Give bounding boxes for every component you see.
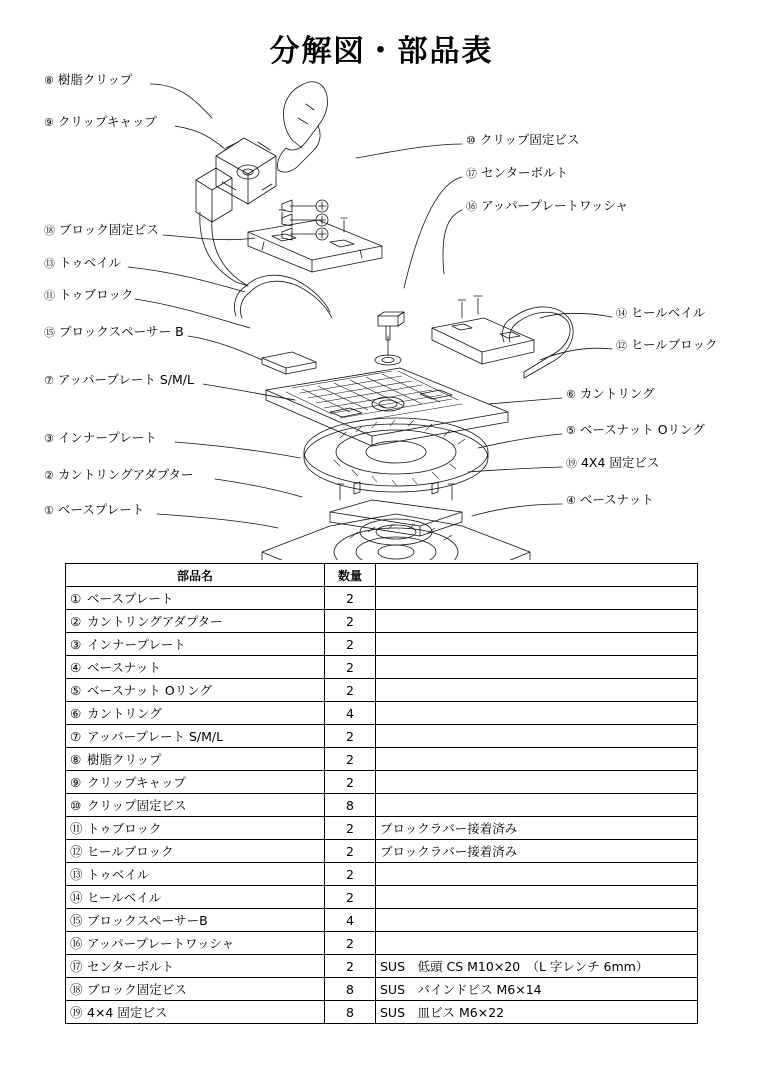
row-note: [376, 679, 698, 702]
diagram-label: ④ ベースナット: [566, 492, 654, 507]
row-part-name: ベースナット Oリング: [87, 683, 212, 698]
table-row: [66, 656, 698, 679]
row-part-name: 4×4 固定ビス: [87, 1005, 168, 1020]
table-row: [66, 978, 698, 1001]
row-number: ⑮: [70, 913, 83, 928]
table-row: [66, 932, 698, 955]
row-number: ⑬: [70, 867, 83, 882]
diagram-label: ② カントリングアダプター: [44, 467, 194, 482]
row-number: ⑪: [70, 821, 83, 836]
diagram-label: ⑥ カントリング: [566, 386, 655, 401]
row-part-name: ベースプレート: [87, 591, 174, 606]
row-quantity: 2: [325, 633, 376, 656]
row-part-name: アッパープレート S/M/L: [87, 729, 224, 744]
row-part-name: 樹脂クリップ: [87, 752, 162, 767]
row-quantity: 2: [325, 840, 376, 863]
row-number: ②: [70, 614, 82, 629]
row-note: [376, 610, 698, 633]
row-note: SUS バインドビス M6×14: [376, 978, 698, 1001]
row-quantity: 8: [325, 978, 376, 1001]
diagram-label: ⑤ ベースナット Oリング: [566, 422, 705, 437]
diagram-label: ⑬ トゥベイル: [44, 255, 122, 270]
parts-table: [65, 563, 698, 1024]
row-quantity: 8: [325, 794, 376, 817]
table-header-row: [66, 564, 698, 587]
table-row: [66, 587, 698, 610]
row-number: ⑧: [70, 752, 82, 767]
row-note: [376, 702, 698, 725]
parts-table-wrapper: [65, 563, 698, 1024]
row-quantity: 2: [325, 955, 376, 978]
row-quantity: 2: [325, 771, 376, 794]
table-row: [66, 863, 698, 886]
row-quantity: 2: [325, 656, 376, 679]
table-row: [66, 633, 698, 656]
row-number: ⑩: [70, 798, 82, 813]
page-title: 分解図・部品表: [269, 34, 494, 69]
row-note: [376, 886, 698, 909]
table-row: [66, 1001, 698, 1024]
table-row: [66, 840, 698, 863]
row-note: [376, 656, 698, 679]
row-quantity: 8: [325, 1001, 376, 1024]
row-part-name: ブロックスペーサーB: [87, 913, 208, 928]
row-quantity: 2: [325, 725, 376, 748]
row-number: ⑱: [70, 982, 83, 997]
exploded-diagram: [0, 60, 763, 560]
diagram-label: ⑪ トゥブロック: [44, 287, 134, 302]
table-row: [66, 702, 698, 725]
row-note: SUS 皿ビス M6×22: [376, 1001, 698, 1024]
row-note: SUS 低頭 CS M10×20 （L 字レンチ 6mm）: [376, 955, 698, 978]
diagram-label: ⑭ ヒールベイル: [616, 305, 706, 320]
row-quantity: 4: [325, 909, 376, 932]
row-note: [376, 587, 698, 610]
diagram-label: ⑯ アッパープレートワッシャ: [466, 198, 629, 213]
row-number: ⑥: [70, 706, 82, 721]
row-quantity: 2: [325, 932, 376, 955]
row-part-name: カントリング: [87, 706, 162, 721]
diagram-label: ⑱ ブロック固定ビス: [44, 222, 159, 237]
row-number: ⑯: [70, 936, 83, 951]
row-note: [376, 771, 698, 794]
row-part-name: インナープレート: [87, 637, 186, 652]
row-number: ⑲: [70, 1005, 83, 1020]
row-number: ①: [70, 591, 82, 606]
header-quantity: 数量: [325, 564, 376, 587]
row-part-name: ブロック固定ビス: [87, 982, 187, 997]
diagram-label: ① ベースプレート: [44, 502, 145, 517]
row-part-name: クリップ固定ビス: [87, 798, 187, 813]
row-number: ⑨: [70, 775, 82, 790]
row-note: ブロックラバー接着済み: [376, 817, 698, 840]
diagram-label: ⑰ センターボルト: [466, 165, 568, 180]
row-number: ⑤: [70, 683, 82, 698]
diagram-label: ③ インナープレート: [44, 430, 157, 445]
diagram-label: ⑫ ヒールブロック: [616, 337, 718, 352]
table-row: [66, 725, 698, 748]
table-row: [66, 817, 698, 840]
row-quantity: 2: [325, 748, 376, 771]
row-part-name: ヒールベイル: [87, 890, 162, 905]
diagram-label: ⑦ アッパープレート S/M/L: [44, 372, 194, 387]
table-row: [66, 794, 698, 817]
diagram-label: ⑨ クリップキャップ: [44, 114, 157, 129]
row-part-name: アッパープレートワッシャ: [87, 936, 235, 951]
row-quantity: 2: [325, 610, 376, 633]
table-row: [66, 771, 698, 794]
row-part-name: センターボルト: [87, 959, 175, 974]
row-note: [376, 794, 698, 817]
header-note: [376, 564, 698, 587]
diagram-label: ⑧ 樹脂クリップ: [44, 72, 133, 87]
diagram-label: ⑩ クリップ固定ビス: [466, 132, 580, 147]
row-quantity: 2: [325, 863, 376, 886]
row-note: [376, 932, 698, 955]
row-note: [376, 748, 698, 771]
row-quantity: 2: [325, 886, 376, 909]
row-note: [376, 633, 698, 656]
row-number: ③: [70, 637, 82, 652]
table-row: [66, 886, 698, 909]
row-note: [376, 909, 698, 932]
row-part-name: トゥベイル: [87, 867, 150, 882]
diagram-label: ⑲ 4X4 固定ビス: [566, 455, 660, 470]
table-row: [66, 679, 698, 702]
table-row: [66, 955, 698, 978]
row-note: [376, 725, 698, 748]
header-part-name: 部品名: [66, 564, 325, 587]
row-quantity: 2: [325, 679, 376, 702]
row-note: ブロックラバー接着済み: [376, 840, 698, 863]
row-part-name: ヒールブロック: [87, 844, 174, 859]
row-number: ⑦: [70, 729, 82, 744]
row-number: ⑭: [70, 890, 83, 905]
row-number: ④: [70, 660, 82, 675]
row-part-name: カントリングアダプター: [87, 614, 223, 629]
row-quantity: 2: [325, 587, 376, 610]
row-note: [376, 863, 698, 886]
row-number: ⑰: [70, 959, 83, 974]
row-part-name: クリップキャップ: [87, 775, 187, 790]
row-part-name: ベースナット: [87, 660, 161, 675]
table-row: [66, 748, 698, 771]
diagram-label: ⑮ ブロックスペーサー B: [44, 324, 184, 339]
table-row: [66, 909, 698, 932]
row-quantity: 4: [325, 702, 376, 725]
table-row: [66, 610, 698, 633]
row-quantity: 2: [325, 817, 376, 840]
row-number: ⑫: [70, 844, 83, 859]
row-part-name: トゥブロック: [87, 821, 162, 836]
